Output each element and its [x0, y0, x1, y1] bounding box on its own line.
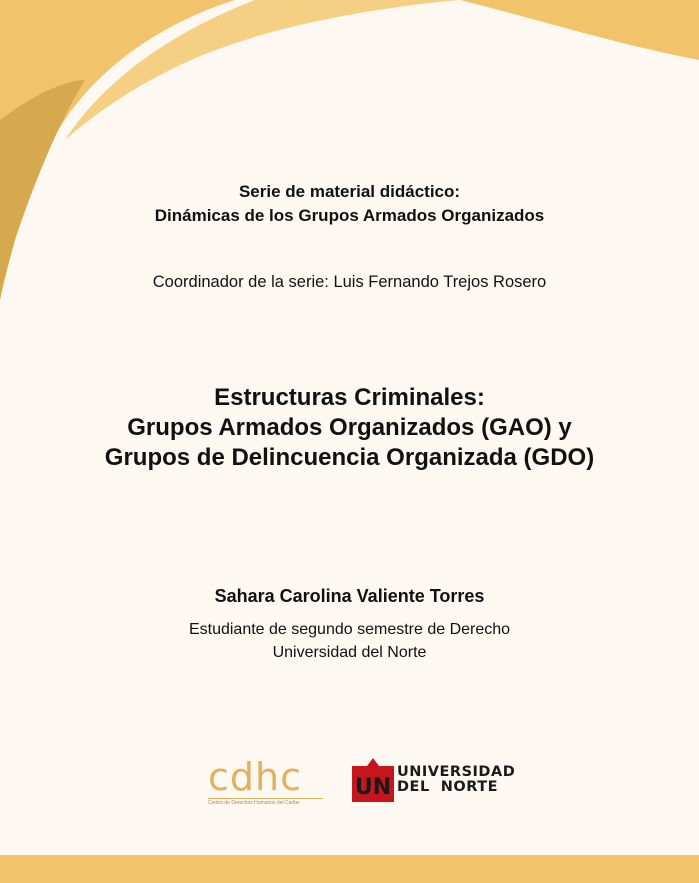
author-affiliation: [0, 618, 699, 664]
series-title: [0, 180, 699, 228]
un-line-1: UNIVERSIDAD: [397, 764, 516, 780]
title-line-3: Grupos de Delincuencia Organizada (GDO): [104, 444, 595, 471]
un-shield-icon: [352, 758, 394, 802]
cdhc-logo: [208, 755, 323, 806]
cdhc-wordmark: cdhc: [208, 755, 302, 799]
title-line-2: Grupos Armados Organizados (GAO) y: [127, 414, 572, 441]
cdhc-caption: Centro de Derechos Humanos del Caribe: [208, 798, 323, 806]
series-coordinator: Coordinador de la serie: Luis Fernando Trejos Rosero: [152, 273, 547, 291]
universidad-del-norte-logo: [352, 758, 515, 802]
bottom-gold-band: [0, 855, 699, 883]
top-decorative-curves: [0, 0, 699, 310]
author-institution: Universidad del Norte: [272, 644, 427, 661]
title-line-1: Estructuras Criminales:: [214, 384, 485, 411]
un-line-2: DEL NORTE: [397, 779, 499, 795]
series-line-2: Dinámicas de los Grupos Armados Organizados: [154, 206, 545, 225]
un-mark-text: UN: [354, 775, 392, 800]
document-title: [0, 383, 699, 473]
series-line-1: Serie de material didáctico:: [238, 182, 461, 201]
un-wordmark: [397, 765, 515, 795]
author-name: Sahara Carolina Valiente Torres: [214, 586, 485, 606]
right-gold-wedge: [460, 0, 699, 60]
author-role: Estudiante de segundo semestre de Derecho: [188, 621, 511, 638]
